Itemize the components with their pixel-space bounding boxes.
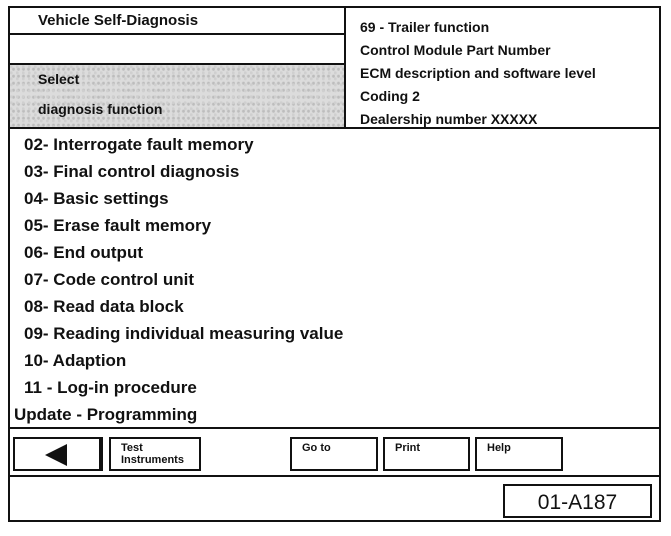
function-menu <box>10 129 659 427</box>
page-title: Vehicle Self-Diagnosis <box>38 12 199 29</box>
back-button[interactable] <box>13 437 103 471</box>
menu-item-end-output[interactable]: 06- End output <box>24 243 143 262</box>
menu-item-read-data-block[interactable]: 08- Read data block <box>24 297 184 316</box>
test-label: Test <box>121 442 143 454</box>
button-bar <box>10 427 659 477</box>
diagnosis-screen <box>8 6 661 522</box>
info-ecm-description: ECM description and software level <box>360 65 596 81</box>
test-instruments-button[interactable] <box>109 437 201 471</box>
help-label: Help <box>487 442 511 454</box>
print-label: Print <box>395 442 421 454</box>
info-dealership: Dealership number XXXXX <box>360 111 538 127</box>
figure-code-box <box>503 484 652 518</box>
help-button[interactable] <box>475 437 563 471</box>
menu-item-read-measuring-value[interactable]: 09- Reading individual measuring value <box>24 324 344 343</box>
menu-item-adaption[interactable]: 10- Adaption <box>24 351 127 370</box>
figure-code: 01-A187 <box>537 491 618 514</box>
menu-item-erase-fault-memory[interactable]: 05- Erase fault memory <box>24 216 212 235</box>
menu-item-code-control-unit[interactable]: 07- Code control unit <box>24 270 194 289</box>
info-module-name: 69 - Trailer function <box>360 19 490 35</box>
title-panel <box>10 8 346 129</box>
select-label: Select <box>38 71 80 87</box>
blank-field <box>10 35 344 65</box>
menu-item-final-control-diagnosis[interactable]: 03- Final control diagnosis <box>24 162 240 181</box>
info-coding: Coding 2 <box>360 88 420 104</box>
diagnosis-function-label: diagnosis function <box>38 101 163 117</box>
goto-button[interactable] <box>290 437 378 471</box>
menu-item-update-programming[interactable]: Update - Programming <box>14 405 198 424</box>
goto-label: Go to <box>302 442 331 454</box>
left-triangle-icon <box>45 444 67 466</box>
menu-item-basic-settings[interactable]: 04- Basic settings <box>24 189 169 208</box>
instruments-label: Instruments <box>121 454 184 466</box>
menu-item-interrogate-fault-memory[interactable]: 02- Interrogate fault memory <box>24 135 254 154</box>
select-function-prompt <box>10 65 344 127</box>
info-part-number: Control Module Part Number <box>360 42 551 58</box>
menu-item-log-in-procedure[interactable]: 11 - Log-in procedure <box>24 378 197 397</box>
title-bar <box>10 8 344 35</box>
module-info-panel <box>346 8 659 129</box>
print-button[interactable] <box>383 437 470 471</box>
